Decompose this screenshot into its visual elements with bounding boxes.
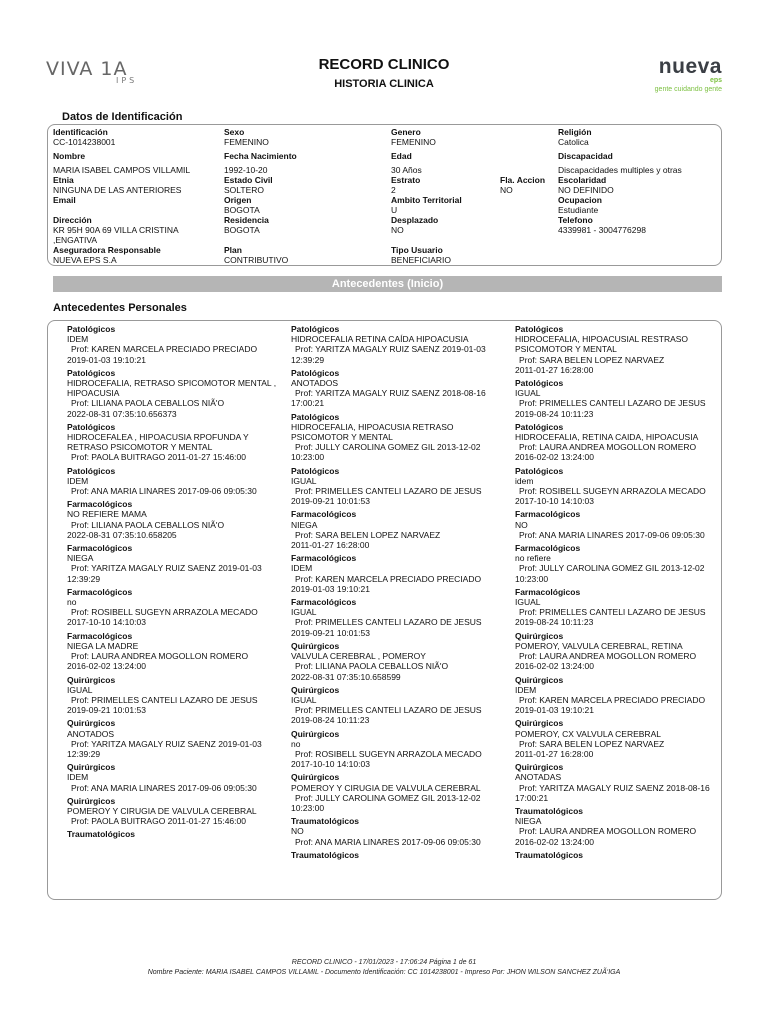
field-value: 2 — [391, 185, 396, 195]
antecedent-text: NIEGA — [291, 519, 318, 530]
antecedent-type: Patológicos — [67, 324, 116, 334]
field-label: Sexo — [224, 127, 245, 137]
antecedent-text: ANOTADAS — [515, 772, 562, 783]
antecedent-entry — [291, 685, 509, 726]
antecedent-professional: Prof: PAOLA BUITRAGO 2011-01-27 15:46:00 — [71, 816, 246, 827]
antecedent-entry — [291, 772, 509, 813]
antecedent-type: Quirúrgicos — [515, 674, 564, 685]
antecedent-date: 17:00:21 — [291, 398, 325, 409]
antecedent-date: 2019-08-24 10:11:23 — [515, 408, 594, 419]
field-value: BENEFICIARIO — [391, 255, 451, 265]
field-label: Nombre — [53, 151, 86, 161]
antecedent-professional: Prof: LILIANA PAOLA CEBALLOS NIÃ'O — [71, 398, 225, 409]
antecedent-date: 2011-01-27 16:28:00 — [291, 540, 370, 551]
antecedent-type: Patológicos — [67, 465, 116, 476]
field-label: Escolaridad — [558, 175, 607, 185]
antecedent-type: Quirúrgicos — [67, 795, 116, 806]
antecedent-date: 2016-02-02 13:24:00 — [515, 661, 594, 672]
antecedent-entry — [291, 553, 509, 594]
antecedent-entry — [515, 543, 733, 584]
field-value: CC-1014238001 — [53, 137, 116, 147]
antecedent-text: HIDROCEFALEA , HIPOACUSIA RPOFUNDA Y RETRASO PSICOMOTOR Y MENTAL — [67, 432, 249, 453]
antecedent-type: Farmacológicos — [515, 509, 581, 520]
antecedent-type: Traumatológicos — [291, 849, 360, 860]
antecedentes-column-1 — [67, 324, 285, 843]
antecedent-type: Farmacológicos — [515, 543, 581, 554]
antecedent-text: NIEGA — [67, 553, 94, 564]
antecedent-text: HIDROCEFALIA RETINA CAÍDA HIPOACUSIA — [291, 334, 469, 345]
field-value: NO — [500, 185, 513, 195]
antecedent-date: 10:23:00 — [515, 573, 549, 584]
antecedent-date: 2019-09-21 10:01:53 — [291, 496, 370, 507]
field-value: U — [391, 205, 398, 215]
antecedent-text: POMEROY Y CIRUGIA DE VALVULA CEREBRAL — [67, 805, 257, 816]
antecedentes-column-2 — [291, 324, 509, 863]
antecedent-text: IDEM — [67, 334, 89, 345]
document-title-block — [0, 56, 768, 90]
antecedent-professional: Prof: YARITZA MAGALY RUIZ SAENZ 2019-01-03 — [71, 738, 262, 749]
page-header — [0, 50, 768, 100]
antecedent-date: 2016-02-02 13:24:00 — [515, 836, 594, 847]
antecedent-date: 2022-08-31 07:35:10.656373 — [67, 408, 177, 419]
antecedent-date: 2019-08-24 10:11:23 — [515, 617, 594, 628]
antecedent-professional: Prof: LAURA ANDREA MOGOLLON ROMERO — [519, 826, 697, 837]
antecedent-professional: Prof: ANA MARIA LINARES 2017-09-06 09:05:30 — [71, 486, 257, 497]
antecedent-professional: Prof: SARA BELEN LOPEZ NARVAEZ — [295, 529, 441, 540]
antecedent-type: Patológicos — [515, 421, 564, 432]
antecedent-entry — [515, 324, 733, 375]
antecedent-entry — [515, 509, 733, 540]
antecedent-entry — [67, 324, 285, 365]
antecedent-type: Traumatológicos — [67, 829, 136, 840]
antecedent-type: Quirúrgicos — [515, 718, 564, 729]
field-label: Fla. Accion — [500, 175, 546, 185]
antecedent-entry — [67, 796, 285, 827]
antecedent-type: Traumatológicos — [515, 849, 584, 860]
field-value: 30 Años — [391, 165, 422, 175]
antecedent-text: IGUAL — [515, 388, 541, 399]
antecedent-text: IGUAL — [291, 607, 317, 618]
antecedent-date: 12:39:29 — [67, 573, 101, 584]
antecedent-text: ANOTADOS — [291, 378, 339, 389]
antecedent-text: POMEROY, VALVULA CEREBRAL, RETINA — [515, 640, 683, 651]
antecedent-entry — [67, 368, 285, 419]
antecedent-type: Quirúrgicos — [291, 640, 340, 651]
antecedent-professional: Prof: PRIMELLES CANTELI LAZARO DE JESUS — [295, 705, 482, 716]
antecedent-type: Farmacológicos — [67, 586, 133, 597]
antecedent-text: NIEGA — [515, 816, 542, 827]
antecedent-text: HIDROCEFALIA, RETINA CAIDA, HIPOACUSIA — [515, 432, 699, 443]
antecedent-entry — [291, 641, 509, 682]
antecedent-professional: Prof: YARITZA MAGALY RUIZ SAENZ 2018-08-16 — [519, 782, 710, 793]
field-label: Dirección — [53, 215, 92, 225]
antecedent-type: Patológicos — [515, 465, 564, 476]
antecedent-entry — [291, 412, 509, 463]
antecedent-text: IGUAL — [67, 684, 93, 695]
antecedent-entry — [291, 850, 509, 860]
page-footer — [0, 958, 768, 978]
field-value: FEMENINO — [391, 137, 436, 147]
field-label: Origen — [224, 195, 252, 205]
field-label: Etnia — [53, 175, 74, 185]
antecedent-entry — [515, 675, 733, 716]
antecedent-text: ANOTADOS — [67, 728, 115, 739]
antecedent-entry — [291, 368, 509, 409]
antecedent-entry — [291, 729, 509, 770]
antecedent-type: Quirúrgicos — [67, 718, 116, 729]
antecedent-type: Quirúrgicos — [291, 772, 340, 783]
antecedent-professional: Prof: JULLY CAROLINA GOMEZ GIL 2013-12-02 — [519, 563, 705, 574]
antecedent-entry — [291, 509, 509, 550]
field-label: Telefono — [558, 215, 593, 225]
antecedentes-band: Antecedentes (Inicio) — [53, 276, 722, 292]
antecedent-date: 2017-10-10 14:10:03 — [67, 617, 146, 628]
document-subtitle: HISTORIA CLINICA — [334, 78, 434, 90]
antecedent-type: Patológicos — [67, 367, 116, 378]
antecedent-entry — [67, 587, 285, 628]
antecedentes-column-3 — [515, 324, 733, 863]
antecedent-type: Quirúrgicos — [515, 762, 564, 773]
antecedent-professional: Prof: SARA BELEN LOPEZ NARVAEZ — [519, 738, 665, 749]
antecedent-professional: Prof: PRIMELLES CANTELI LAZARO DE JESUS — [295, 486, 482, 497]
antecedent-type: Quirúrgicos — [67, 674, 116, 685]
antecedent-text: IDEM — [67, 475, 89, 486]
antecedent-entry — [515, 762, 733, 803]
field-label: Desplazado — [391, 215, 439, 225]
field-value: Estudiante — [558, 205, 599, 215]
antecedent-type: Farmacológicos — [67, 543, 133, 554]
antecedent-professional: Prof: LAURA ANDREA MOGOLLON ROMERO — [71, 651, 249, 662]
antecedent-professional: Prof: YARITZA MAGALY RUIZ SAENZ 2018-08-16 — [295, 388, 486, 399]
antecedent-text: no — [67, 597, 77, 608]
viva-ips-logo: VIVA 1A IPS — [46, 58, 138, 85]
antecedent-entry — [67, 422, 285, 463]
field-label: Estado Civil — [224, 175, 273, 185]
footer-patient-line: Nombre Paciente: MARIA ISABEL CAMPOS VILLAMIL - Documento Identificación: CC 1014238001 - Impreso Por: JHON WILSON SANCHEZ ZUÃ‘IGA — [147, 969, 621, 976]
antecedent-type: Farmacológicos — [515, 586, 581, 597]
antecedent-text: NO — [515, 519, 528, 530]
antecedent-text: IDEM — [291, 563, 313, 574]
field-value: 4339981 - 3004776298 — [558, 225, 646, 235]
antecedent-professional: Prof: KAREN MARCELA PRECIADO PRECIADO — [71, 344, 258, 355]
antecedentes-personales-title: Antecedentes Personales — [53, 302, 187, 314]
antecedent-date: 2019-08-24 10:11:23 — [291, 715, 370, 726]
antecedent-text: NO — [291, 826, 304, 837]
antecedent-text: IDEM — [67, 772, 89, 783]
antecedent-type: Traumatológicos — [291, 816, 360, 827]
field-value: FEMENINO — [224, 137, 269, 147]
antecedent-professional: Prof: PRIMELLES CANTELI LAZARO DE JESUS — [295, 617, 482, 628]
antecedent-type: Farmacológicos — [291, 553, 357, 564]
antecedent-type: Farmacológicos — [67, 499, 133, 510]
field-label: Tipo Usuario — [391, 245, 443, 255]
antecedent-date: 12:39:29 — [291, 354, 325, 365]
antecedent-type: Patológicos — [291, 465, 340, 476]
field-value: Discapacidades multiples y otras — [558, 165, 682, 175]
antecedent-entry — [515, 587, 733, 628]
antecedent-professional: Prof: YARITZA MAGALY RUIZ SAENZ 2019-01-03 — [295, 344, 486, 355]
antecedent-date: 2017-10-10 14:10:03 — [515, 496, 594, 507]
antecedent-date: 2019-01-03 19:10:21 — [67, 354, 146, 365]
field-label: Genero — [391, 127, 421, 137]
field-value: Catolica — [558, 137, 589, 147]
antecedent-entry — [67, 631, 285, 672]
antecedent-date: 2017-10-10 14:10:03 — [291, 759, 370, 770]
field-label: Estrato — [391, 175, 421, 185]
antecedent-entry — [67, 675, 285, 716]
antecedent-professional: Prof: LILIANA PAOLA CEBALLOS NIÃ'O — [295, 661, 449, 672]
antecedent-type: Farmacológicos — [291, 509, 357, 520]
field-value: BOGOTA — [224, 225, 260, 235]
antecedent-text: HIDROCEFALIA, RETRASO SPICOMOTOR MENTAL , HIPOACUSIA — [67, 378, 277, 399]
antecedent-text: HIDROCEFALIA, HIPOACUSIAL RESTRASO PSICOMOTOR Y MENTAL — [515, 334, 689, 355]
antecedent-text: NIEGA LA MADRE — [67, 640, 139, 651]
antecedent-entry — [291, 597, 509, 638]
antecedent-professional: Prof: PRIMELLES CANTELI LAZARO DE JESUS — [71, 694, 258, 705]
antecedent-date: 2011-01-27 16:28:00 — [515, 364, 594, 375]
antecedent-date: 10:23:00 — [291, 452, 325, 463]
identification-section-title: Datos de Identificación — [62, 111, 183, 123]
antecedent-entry — [515, 718, 733, 759]
antecedent-entry — [515, 422, 733, 463]
antecedent-date: 10:23:00 — [291, 802, 325, 813]
field-value: CONTRIBUTIVO — [224, 255, 289, 265]
field-value: NO DEFINIDO — [558, 185, 614, 195]
antecedent-professional: Prof: ANA MARIA LINARES 2017-09-06 09:05:30 — [295, 836, 481, 847]
antecedent-text: IDEM — [515, 684, 537, 695]
field-value: 1992-10-20 — [224, 165, 268, 175]
antecedent-type: Quirúrgicos — [291, 684, 340, 695]
footer-record-line: RECORD CLINICO - 17/01/2023 - 17:06:24 Página 1 de 61 — [291, 959, 477, 966]
antecedent-type: Farmacológicos — [291, 597, 357, 608]
antecedent-text: IGUAL — [515, 597, 541, 608]
antecedent-date: 2019-09-21 10:01:53 — [67, 705, 146, 716]
antecedent-text: no — [291, 738, 301, 749]
antecedent-text: IGUAL — [291, 694, 317, 705]
antecedent-entry — [515, 806, 733, 847]
antecedent-professional: Prof: SARA BELEN LOPEZ NARVAEZ — [519, 354, 665, 365]
field-label: Edad — [391, 151, 412, 161]
antecedent-date: 17:00:21 — [515, 792, 549, 803]
field-label: Aseguradora Responsable — [53, 245, 161, 255]
field-label: Ambito Territorial — [391, 195, 462, 205]
antecedent-professional: Prof: LILIANA PAOLA CEBALLOS NIÃ'O — [71, 519, 225, 530]
antecedent-professional: Prof: PRIMELLES CANTELI LAZARO DE JESUS — [519, 398, 706, 409]
antecedent-professional: Prof: ANA MARIA LINARES 2017-09-06 09:05:30 — [71, 782, 257, 793]
field-label: Residencia — [224, 215, 269, 225]
antecedent-date: 2019-01-03 19:10:21 — [515, 705, 594, 716]
antecedent-date: 2019-09-21 10:01:53 — [291, 627, 370, 638]
field-label: Email — [53, 195, 76, 205]
antecedent-type: Quirúrgicos — [291, 728, 340, 739]
antecedent-entry — [291, 816, 509, 847]
field-label: Identificación — [53, 127, 108, 137]
antecedent-professional: Prof: KAREN MARCELA PRECIADO PRECIADO — [519, 694, 706, 705]
antecedent-professional: Prof: ROSIBELL SUGEYN ARRAZOLA MECADO — [519, 486, 706, 497]
antecedent-text: no refiere — [515, 553, 551, 564]
antecedent-entry — [515, 631, 733, 672]
antecedent-date: 2019-01-03 19:10:21 — [291, 583, 370, 594]
antecedent-date: 2016-02-02 13:24:00 — [515, 452, 594, 463]
antecedent-date: 2016-02-02 13:24:00 — [67, 661, 146, 672]
antecedent-type: Quirúrgicos — [515, 630, 564, 641]
antecedent-professional: Prof: ROSIBELL SUGEYN ARRAZOLA MECADO — [295, 748, 482, 759]
antecedent-entry — [67, 762, 285, 793]
antecedent-date: 2022-08-31 07:35:10.658205 — [67, 529, 177, 540]
antecedent-text: IGUAL — [291, 475, 317, 486]
nueva-eps-logo: nueva eps gente cuidando gente — [654, 55, 722, 93]
antecedent-text: VALVULA CEREBRAL , POMEROY — [291, 651, 426, 662]
antecedent-entry — [515, 466, 733, 507]
antecedent-text: NO REFIERE MAMA — [67, 509, 147, 520]
antecedent-entry — [291, 324, 509, 365]
antecedent-type: Patológicos — [291, 324, 340, 334]
field-label: Ocupacion — [558, 195, 602, 205]
field-label: Discapacidad — [558, 151, 613, 161]
antecedent-professional: Prof: PAOLA BUITRAGO 2011-01-27 15:46:00 — [71, 452, 246, 463]
antecedent-entry — [67, 829, 285, 839]
antecedent-professional: Prof: JULLY CAROLINA GOMEZ GIL 2013-12-02 — [295, 442, 481, 453]
field-value: SOLTERO — [224, 185, 264, 195]
antecedent-type: Quirúrgicos — [67, 762, 116, 773]
antecedent-entry — [67, 499, 285, 540]
antecedent-entry — [515, 850, 733, 860]
antecedent-type: Traumatológicos — [515, 805, 584, 816]
field-value: NINGUNA DE LAS ANTERIORES — [53, 185, 182, 195]
antecedent-text: POMEROY, CX VALVULA CEREBRAL — [515, 728, 661, 739]
antecedent-type: Patológicos — [515, 324, 564, 334]
field-label: Plan — [224, 245, 242, 255]
field-value: NUEVA EPS S.A — [53, 255, 117, 265]
antecedent-date: 2011-01-27 16:28:00 — [515, 748, 594, 759]
antecedent-professional: Prof: LAURA ANDREA MOGOLLON ROMERO — [519, 651, 697, 662]
antecedent-entry — [67, 543, 285, 584]
antecedent-professional: Prof: ROSIBELL SUGEYN ARRAZOLA MECADO — [71, 607, 258, 618]
antecedent-date: 12:39:29 — [67, 748, 101, 759]
antecedent-professional: Prof: PRIMELLES CANTELI LAZARO DE JESUS — [519, 607, 706, 618]
antecedent-type: Patológicos — [67, 421, 116, 432]
antecedent-professional: Prof: ANA MARIA LINARES 2017-09-06 09:05:30 — [519, 529, 705, 540]
antecedent-professional: Prof: LAURA ANDREA MOGOLLON ROMERO — [519, 442, 697, 453]
antecedent-professional: Prof: KAREN MARCELA PRECIADO PRECIADO — [295, 573, 482, 584]
antecedent-entry — [67, 466, 285, 497]
antecedent-entry — [291, 466, 509, 507]
antecedent-type: Patológicos — [291, 367, 340, 378]
antecedent-type: Patológicos — [515, 378, 564, 389]
antecedent-type: Patológicos — [291, 411, 340, 422]
field-value: NO — [391, 225, 404, 235]
field-value: MARIA ISABEL CAMPOS VILLAMIL — [53, 165, 191, 175]
field-value: BOGOTA — [224, 205, 260, 215]
field-value: KR 95H 90A 69 VILLA CRISTINA — [53, 225, 179, 235]
field-label: Fecha Nacimiento — [224, 151, 297, 161]
field-label: Religión — [558, 127, 592, 137]
antecedent-text: idem — [515, 475, 534, 486]
document-title: RECORD CLINICO — [318, 56, 450, 73]
antecedent-type: Farmacológicos — [67, 630, 133, 641]
antecedent-professional: Prof: YARITZA MAGALY RUIZ SAENZ 2019-01-03 — [71, 563, 262, 574]
antecedent-professional: Prof: JULLY CAROLINA GOMEZ GIL 2013-12-02 — [295, 792, 481, 803]
antecedent-entry — [67, 718, 285, 759]
antecedent-entry — [515, 378, 733, 419]
antecedent-text: HIDROCEFALIA, HIPOACUSIA RETRASO PSICOMOTOR Y MENTAL — [291, 421, 454, 443]
antecedent-date: 2022-08-31 07:35:10.658599 — [291, 671, 401, 682]
antecedent-text: POMEROY Y CIRUGIA DE VALVULA CEREBRAL — [291, 782, 481, 793]
field-value: ,ENGATIVA — [53, 235, 98, 245]
